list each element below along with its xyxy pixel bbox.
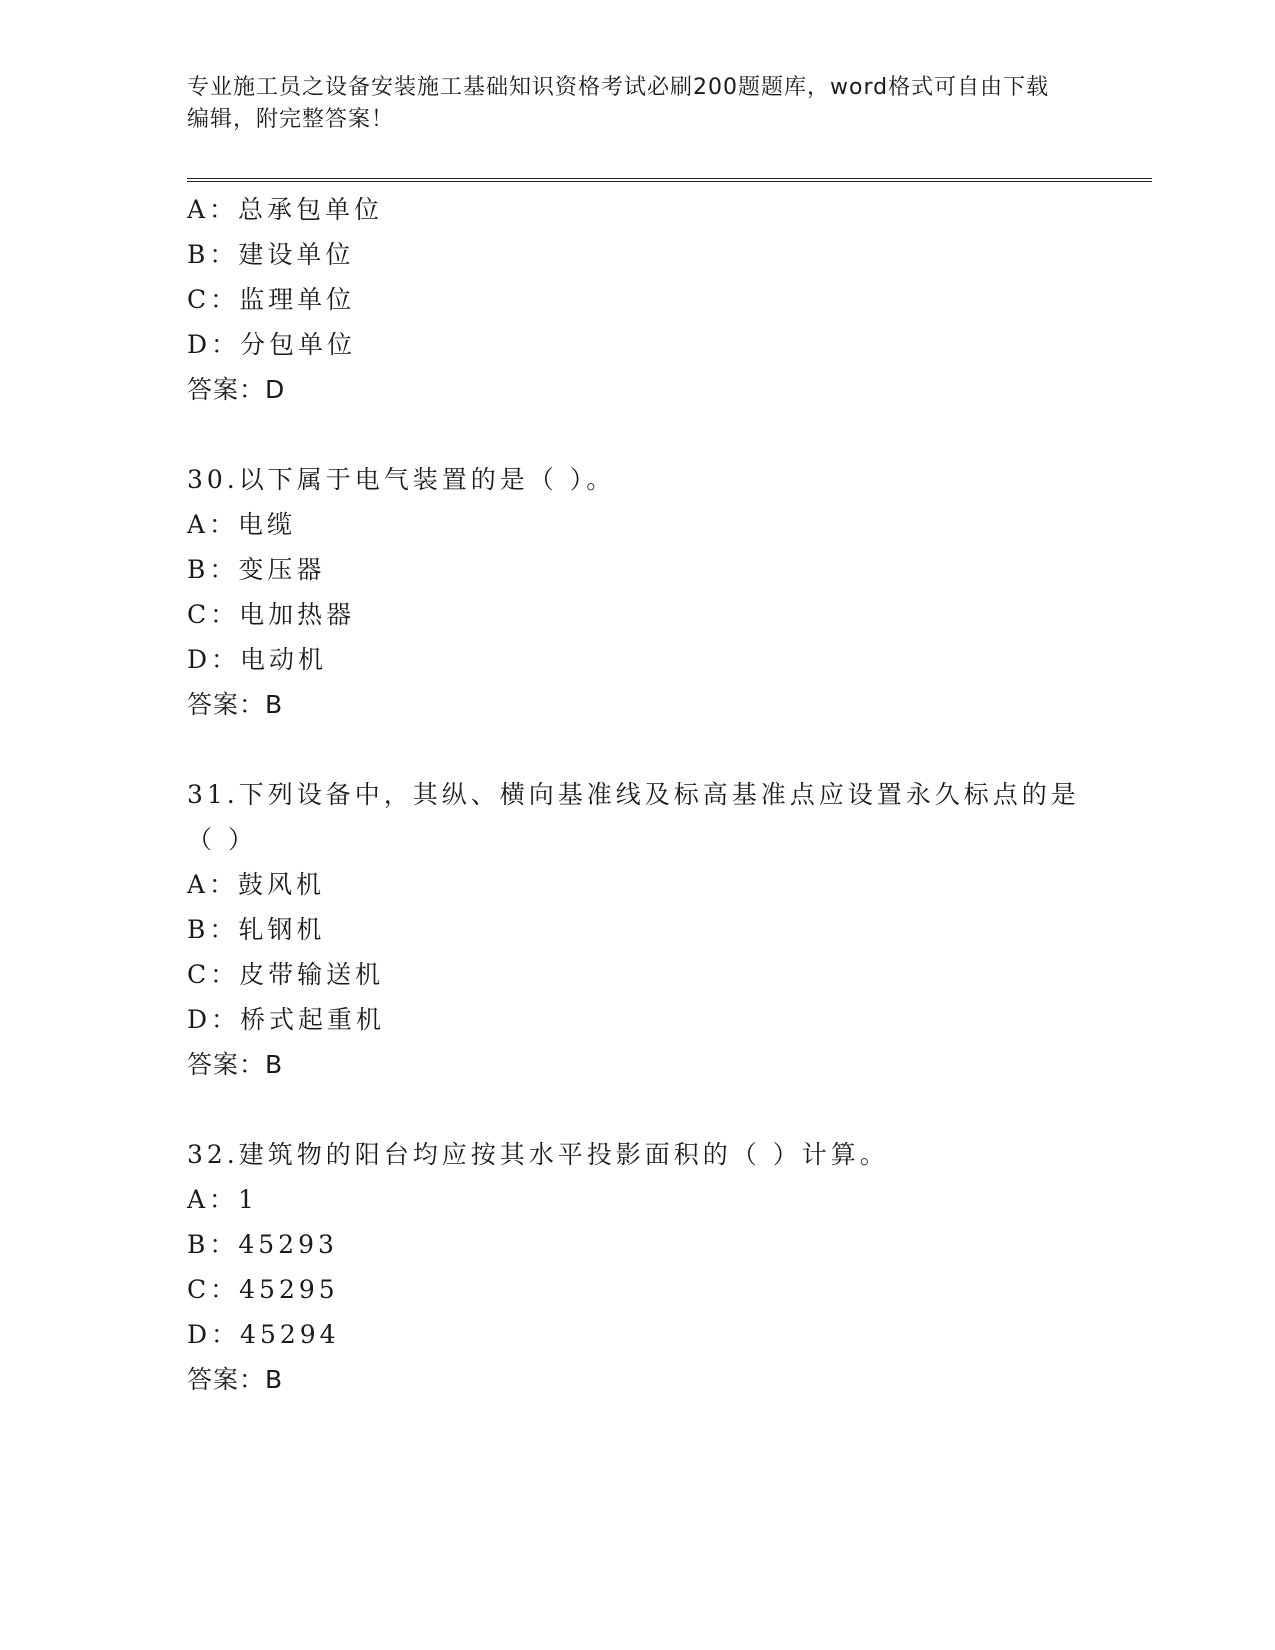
answer: 答案：B xyxy=(187,1050,284,1079)
option-d: D：45294 xyxy=(187,1320,340,1349)
question-31-continued: （ ） xyxy=(187,825,257,854)
option-a: A：鼓风机 xyxy=(187,870,326,899)
option-c: C：电加热器 xyxy=(187,600,356,629)
option-d: D：电动机 xyxy=(187,645,328,674)
answer: 答案：B xyxy=(187,1365,284,1394)
option-a: A：电缆 xyxy=(187,510,297,539)
document-header: 专业施工员之设备安装施工基础知识资格考试必刷200题题库，word格式可自由下载编辑，附完整答案！ xyxy=(187,75,1050,132)
question-31: 31.下列设备中，其纵、横向基准线及标高基准点应设置永久标点的是 xyxy=(187,780,1080,809)
option-b: B：变压器 xyxy=(187,555,326,584)
option-a: A：总承包单位 xyxy=(187,195,384,224)
option-b: B：45293 xyxy=(187,1230,338,1259)
option-b: B：轧钢机 xyxy=(187,915,326,944)
option-c: C：45295 xyxy=(187,1275,339,1304)
option-c: C：皮带输送机 xyxy=(187,960,385,989)
answer: 答案：B xyxy=(187,690,284,719)
option-d: D：分包单位 xyxy=(187,330,357,359)
answer: 答案：D xyxy=(187,375,286,404)
option-b: B：建设单位 xyxy=(187,240,355,269)
option-c: C：监理单位 xyxy=(187,285,356,314)
question-30: 30.以下属于电气装置的是（ ）。 xyxy=(187,465,616,494)
header-divider xyxy=(187,178,1152,182)
option-d: D：桥式起重机 xyxy=(187,1005,386,1034)
question-32: 32.建筑物的阳台均应按其水平投影面积的（ ）计算。 xyxy=(187,1140,889,1169)
option-a: A：1 xyxy=(187,1185,258,1214)
